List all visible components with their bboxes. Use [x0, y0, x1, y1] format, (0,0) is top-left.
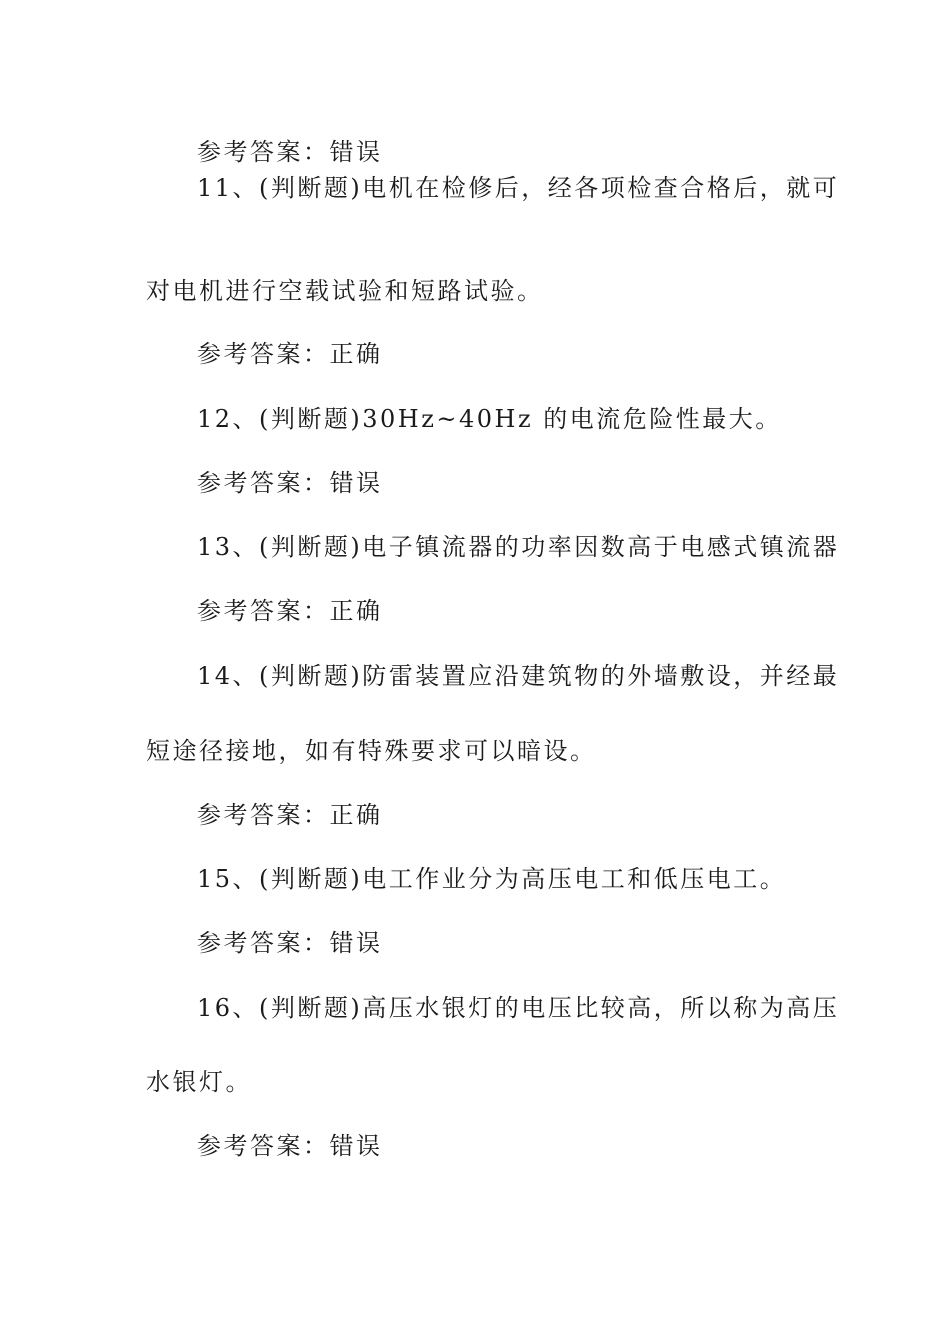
question-11-line-1: 11、(判断题)电机在检修后，经各项检查合格后，就可 [197, 174, 840, 202]
question-15-line-1: 15、(判断题)电工作业分为高压电工和低压电工。 [197, 865, 787, 893]
question-13-line-1: 13、(判断题)电子镇流器的功率因数高于电感式镇流器 [197, 533, 840, 561]
answer-prefix: 参考答案： [197, 801, 330, 829]
answer-line [197, 928, 383, 958]
question-14-line-2: 短途径接地，如有特殊要求可以暗设。 [146, 737, 597, 765]
answer-value: 错误 [329, 929, 383, 957]
question-12-line-1: 12、(判断题)30Hz~40Hz 的电流危险性最大。 [197, 405, 782, 433]
answer-value: 正确 [329, 801, 383, 829]
answer-line [197, 596, 383, 626]
answer-prefix: 参考答案： [197, 340, 330, 368]
answer-line [197, 137, 383, 167]
question-11-line-2: 对电机进行空载试验和短路试验。 [146, 277, 544, 305]
answer-line [197, 339, 383, 369]
answer-line [197, 800, 383, 830]
answer-value: 错误 [329, 138, 383, 166]
answer-prefix: 参考答案： [197, 597, 330, 625]
answer-prefix: 参考答案： [197, 138, 330, 166]
answer-prefix: 参考答案： [197, 1132, 330, 1160]
answer-line [197, 468, 383, 498]
question-16-line-2: 水银灯。 [146, 1068, 252, 1096]
question-14-line-1: 14、(判断题)防雷装置应沿建筑物的外墙敷设，并经最 [197, 662, 840, 690]
answer-prefix: 参考答案： [197, 929, 330, 957]
answer-prefix: 参考答案： [197, 469, 330, 497]
question-16-line-1: 16、(判断题)高压水银灯的电压比较高，所以称为高压 [197, 994, 840, 1022]
answer-line [197, 1131, 383, 1161]
answer-value: 错误 [329, 469, 383, 497]
answer-value: 正确 [329, 597, 383, 625]
answer-value: 错误 [329, 1132, 383, 1160]
answer-value: 正确 [329, 340, 383, 368]
